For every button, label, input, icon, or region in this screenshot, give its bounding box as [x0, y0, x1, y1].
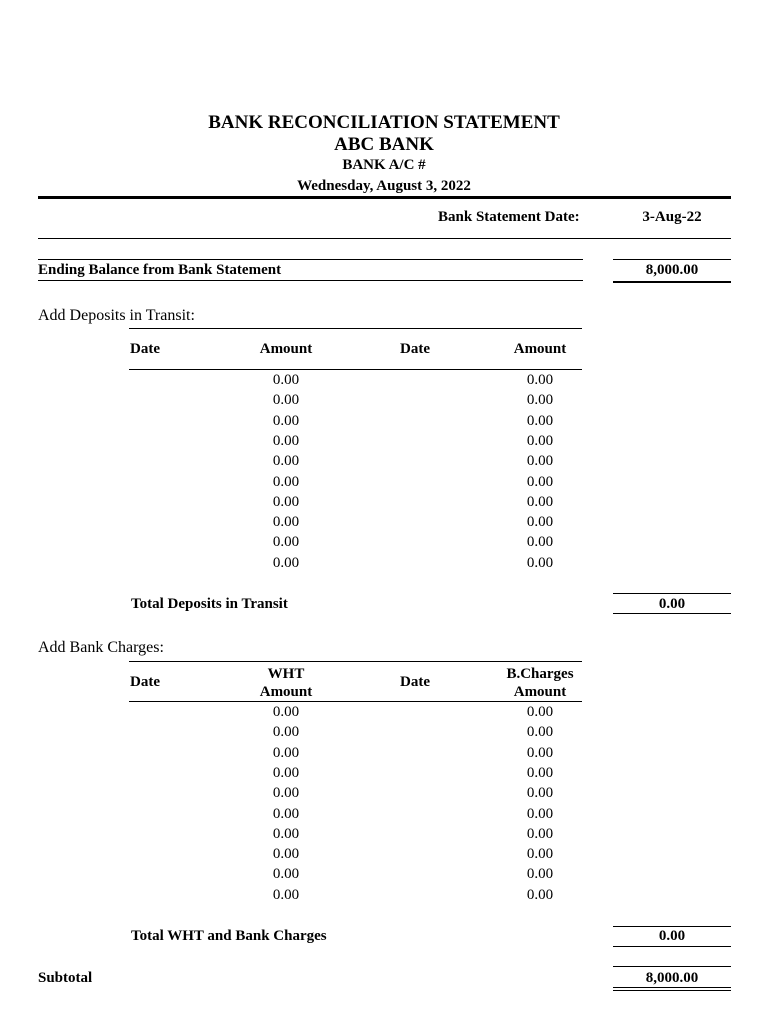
ending-balance-value: 8,000.00 [645, 262, 699, 278]
table-cell-amount1: 0.00 [272, 534, 300, 551]
statement-date-value: 3-Aug-22 [642, 209, 702, 225]
statement-rule [38, 238, 731, 239]
deposits-col-amount2: Amount [513, 341, 567, 357]
table-cell-amount2: 0.00 [526, 473, 554, 490]
charges-col-date1: Date [130, 674, 160, 690]
table-cell-amount2: 0.00 [526, 372, 554, 388]
deposits-total-rule-top [613, 593, 731, 594]
table-cell-amount2: 0.00 [526, 846, 554, 863]
table-cell-amount2: 0.00 [526, 724, 554, 741]
table-cell-amount1: 0.00 [272, 473, 300, 490]
table-cell-amount2: 0.00 [526, 744, 554, 761]
deposits-table-rule-header [129, 369, 582, 370]
report-title: BANK RECONCILIATION STATEMENT [208, 112, 560, 133]
table-cell-amount1: 0.00 [272, 432, 300, 449]
table-cell-amount1: 0.00 [272, 514, 300, 531]
table-cell-amount1: 0.00 [272, 886, 300, 903]
charges-total-rule-bottom [613, 946, 731, 947]
deposits-col-date1: Date [130, 341, 160, 357]
balance-value-rule-top [613, 259, 731, 260]
table-cell-amount2: 0.00 [526, 805, 554, 822]
table-cell-amount2: 0.00 [526, 534, 554, 551]
deposits-col-date2: Date [400, 341, 430, 357]
charges-col-amount1-line1: WHT [267, 666, 305, 682]
table-cell-amount2: 0.00 [526, 412, 554, 429]
table-cell-amount1: 0.00 [272, 805, 300, 822]
table-cell-amount2: 0.00 [526, 554, 554, 571]
table-cell-amount2: 0.00 [526, 392, 554, 409]
bank-name: ABC BANK [334, 134, 434, 155]
table-cell-amount2: 0.00 [526, 764, 554, 781]
deposits-total-value: 0.00 [658, 596, 686, 612]
table-cell-amount2: 0.00 [526, 514, 554, 531]
table-cell-amount1: 0.00 [272, 866, 300, 883]
subtotal-rule-bottom-2 [613, 990, 731, 991]
table-cell-amount1: 0.00 [272, 392, 300, 409]
deposits-table-rule-top [129, 328, 582, 329]
table-cell-amount1: 0.00 [272, 764, 300, 781]
table-cell-amount1: 0.00 [272, 724, 300, 741]
report-date: Wednesday, August 3, 2022 [297, 178, 471, 194]
subtotal-value: 8,000.00 [645, 970, 699, 986]
table-cell-amount2: 0.00 [526, 886, 554, 903]
table-cell-amount2: 0.00 [526, 453, 554, 470]
charges-col-date2: Date [400, 674, 430, 690]
table-cell-amount1: 0.00 [272, 493, 300, 510]
balance-rule-top [38, 259, 583, 260]
table-cell-amount2: 0.00 [526, 785, 554, 802]
table-cell-amount1: 0.00 [272, 554, 300, 571]
table-cell-amount1: 0.00 [272, 453, 300, 470]
table-cell-amount2: 0.00 [526, 493, 554, 510]
subtotal-rule-bottom-1 [613, 987, 731, 988]
charges-col-amount2-line1: B.Charges [506, 666, 574, 682]
table-cell-amount1: 0.00 [272, 846, 300, 863]
deposits-total-label: Total Deposits in Transit [131, 596, 288, 612]
table-cell-amount1: 0.00 [272, 744, 300, 761]
table-cell-amount1: 0.00 [272, 704, 300, 720]
charges-total-value: 0.00 [658, 928, 686, 944]
subtotal-label: Subtotal [38, 970, 93, 986]
header-rule [38, 196, 731, 199]
subtotal-rule-top [613, 966, 731, 967]
table-cell-amount1: 0.00 [272, 372, 300, 388]
deposits-section-label: Add Deposits in Transit: [38, 307, 195, 324]
charges-table-rule-top [129, 661, 582, 662]
table-cell-amount1: 0.00 [272, 412, 300, 429]
balance-rule-bottom [38, 280, 583, 281]
charges-col-amount2-line2: Amount [513, 684, 567, 700]
deposits-total-rule-bottom [613, 613, 731, 614]
balance-value-rule-bottom [613, 281, 731, 283]
charges-total-label: Total WHT and Bank Charges [131, 928, 327, 944]
table-cell-amount1: 0.00 [272, 825, 300, 842]
bank-account: BANK A/C # [342, 157, 426, 173]
charges-col-amount1-line2: Amount [259, 684, 313, 700]
table-cell-amount2: 0.00 [526, 432, 554, 449]
deposits-col-amount1: Amount [259, 341, 313, 357]
charges-section-label: Add Bank Charges: [38, 639, 164, 656]
table-cell-amount2: 0.00 [526, 704, 554, 720]
charges-table-rule-header [129, 701, 582, 702]
charges-total-rule-top [613, 926, 731, 927]
table-cell-amount2: 0.00 [526, 866, 554, 883]
table-cell-amount2: 0.00 [526, 825, 554, 842]
statement-date-label: Bank Statement Date: [438, 209, 580, 225]
ending-balance-label: Ending Balance from Bank Statement [38, 262, 282, 278]
table-cell-amount1: 0.00 [272, 785, 300, 802]
